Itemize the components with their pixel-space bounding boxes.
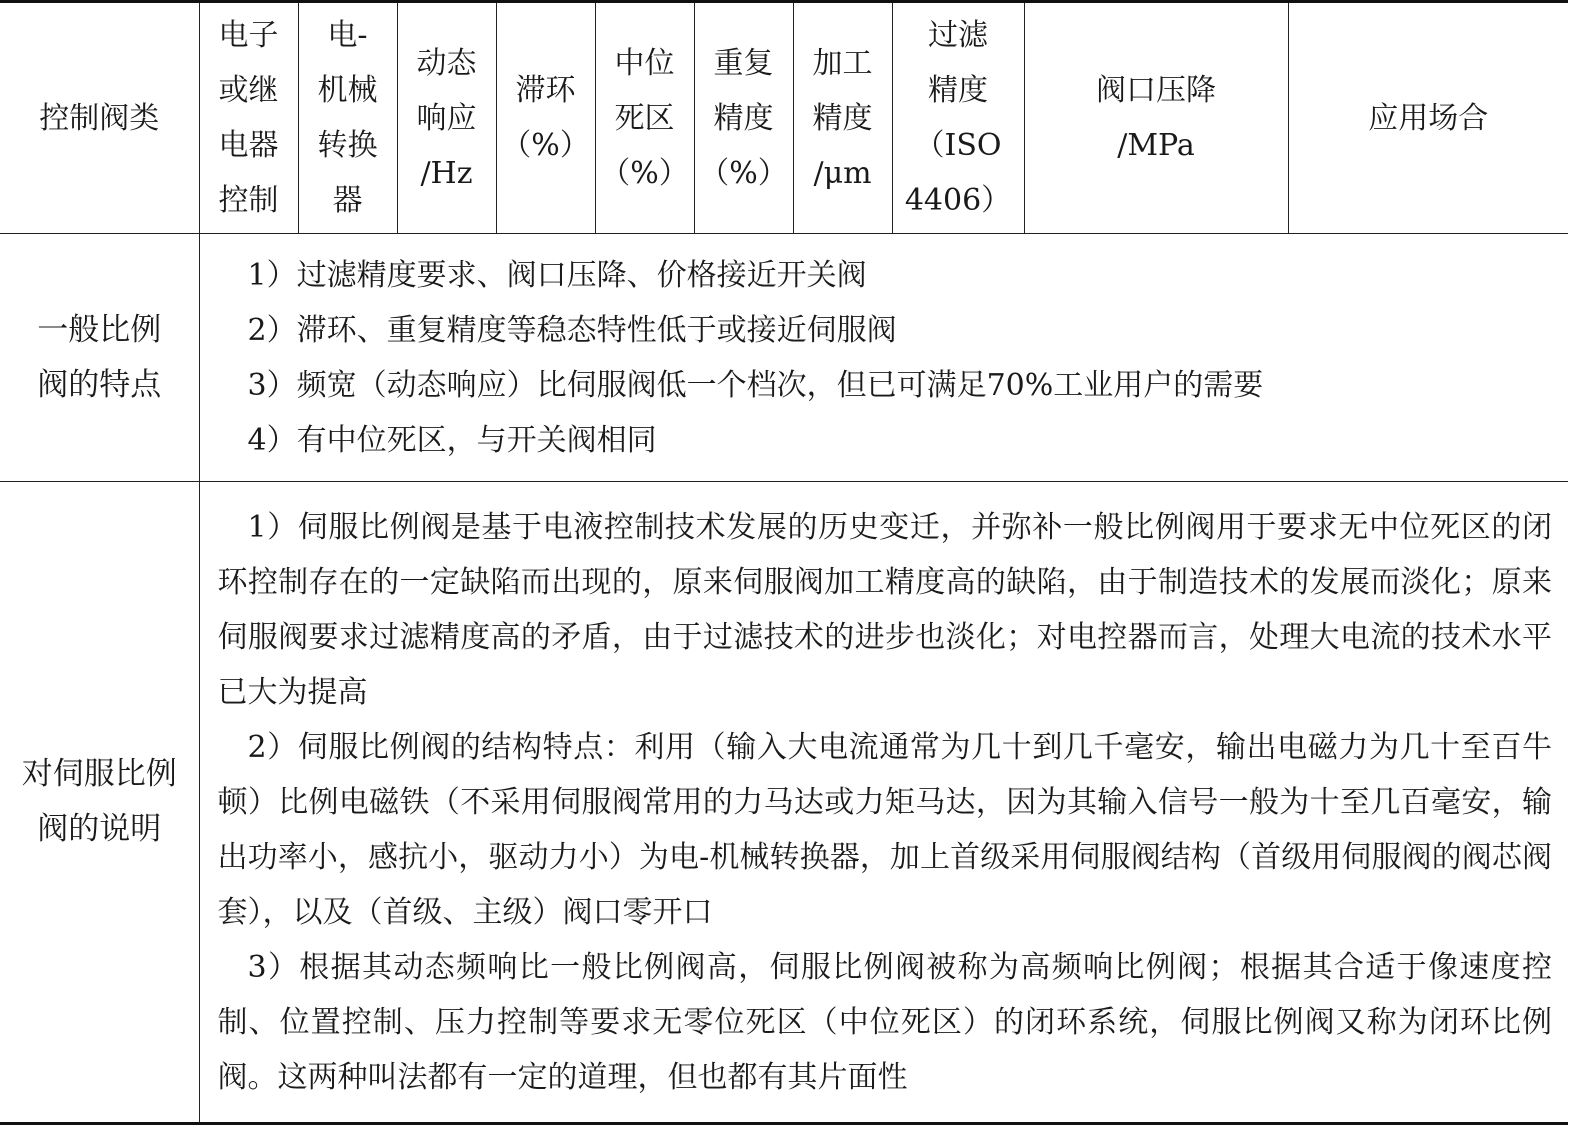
header-electronic-control: 电子 或继 电器 控制 — [199, 2, 298, 234]
header-hysteresis: 滞环 （%） — [496, 2, 595, 234]
header-repeatability: 重复 精度 （%） — [694, 2, 793, 234]
header-converter: 电- 机械 转换 器 — [298, 2, 397, 234]
header-valve-type: 控制阀类 — [0, 2, 199, 234]
list-item: 3）根据其动态频响比一般比例阀高，伺服比例阀被称为高频响比例阀；根据其合适于像速度控制、位置控制、压力控制等要求无零位死区（中位死区）的闭环系统，伺服比例阀又称为闭环比例阀。这两种叫法都有一定的道理，但也都有其片面性 — [217, 949, 1552, 1095]
header-dead-zone: 中位 死区 （%） — [595, 2, 694, 234]
list-item: 2）伺服比例阀的结构特点：利用（输入大电流通常为几十到几千毫安，输出电磁力为几十至百牛顿）比例电磁铁（不采用伺服阀常用的力马达或力矩马达，因为其输入信号一般为十至几百毫安，输出功率小，感抗小，驱动力小）为电-机械转换器，加上首级采用伺服阀结构（首级用伺服阀的阀芯阀套），以及（首级、主级）阀口零开口 — [217, 729, 1552, 930]
list-item: 2）滞环、重复精度等稳态特性低于或接近伺服阀 — [247, 312, 897, 348]
row-label: 对伺服比例 阀的说明 — [0, 482, 199, 1124]
list-item: 1）伺服比例阀是基于电液控制技术发展的历史变迁，并弥补一般比例阀用于要求无中位死区的闭环控制存在的一定缺陷而出现的，原来伺服阀加工精度高的缺陷，由于制造技术的发展而淡化；原来伺服阀要求过滤精度高的矛盾，由于过滤技术的进步也淡化；对电控器而言，处理大电流的技术水平已大为提高 — [217, 509, 1552, 710]
table-row — [0, 482, 1568, 1124]
header-filtration: 过滤 精度 （ISO 4406） — [892, 2, 1024, 234]
table-header-row — [0, 2, 1568, 234]
list-item: 3）频宽（动态响应）比伺服阀低一个档次，但已可满足70%工业用户的需要 — [247, 367, 1264, 403]
table-row — [0, 234, 1568, 482]
header-application: 应用场合 — [1288, 2, 1568, 234]
header-machining-precision: 加工 精度 /μm — [793, 2, 892, 234]
row-content — [199, 234, 1568, 482]
row-content — [199, 482, 1568, 1124]
row-label: 一般比例 阀的特点 — [0, 234, 199, 482]
header-pressure-drop: 阀口压降 /MPa — [1024, 2, 1288, 234]
list-item: 4）有中位死区，与开关阀相同 — [247, 422, 657, 458]
list-item: 1）过滤精度要求、阀口压降、价格接近开关阀 — [247, 257, 867, 293]
header-dynamic-response: 动态 响应 /Hz — [397, 2, 496, 234]
